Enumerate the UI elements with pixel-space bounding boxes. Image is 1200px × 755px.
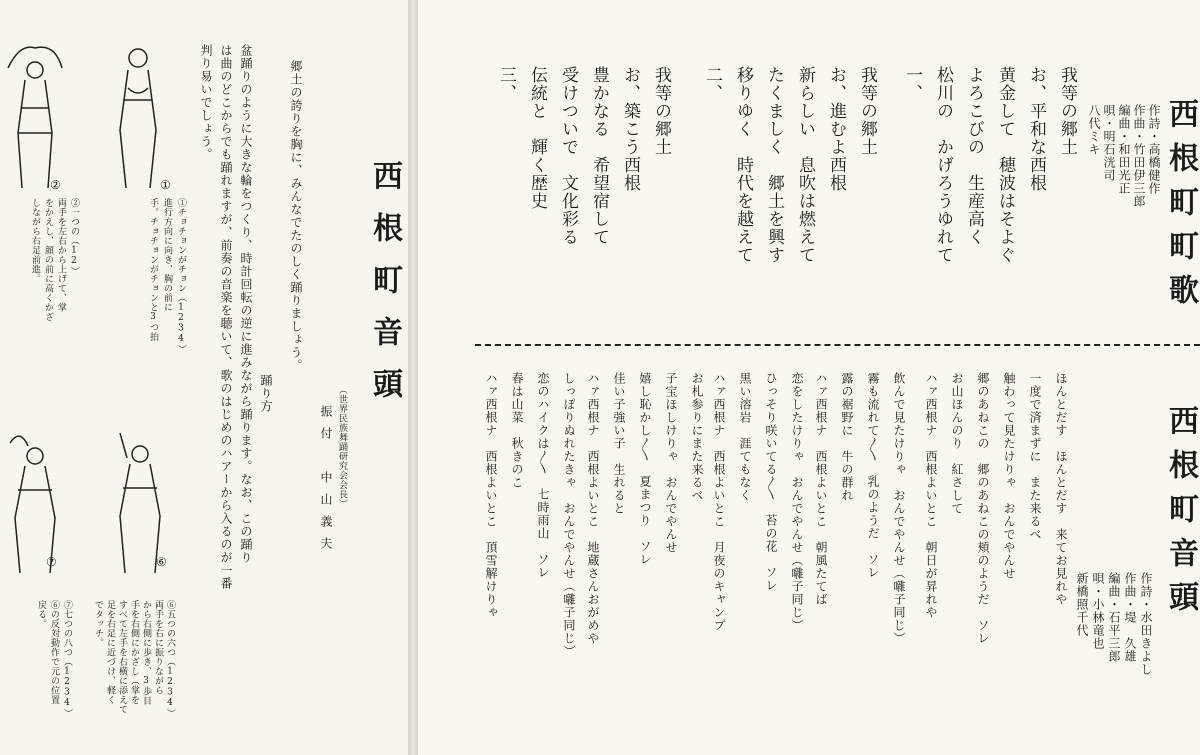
dancer-figure-1 xyxy=(108,40,168,192)
verse-line: ハァ西根ナ 西根よいとこ 地蔵さんおがめや xyxy=(586,372,600,645)
ondo-credits xyxy=(1074,572,1154,755)
ondo-verse-5 xyxy=(478,372,582,755)
body-line: は曲のどこからでも踊れますが、前奏の音楽を聴いて、歌のはじめのハアーから入るのが一番 xyxy=(219,44,233,590)
ondo-title: 西根町音頭 xyxy=(1163,405,1198,625)
choreographer: 振付 中山義夫 xyxy=(319,405,333,559)
verse-line: 飲んで見たけりゃ おんでやんせ（囃子同じ） xyxy=(892,372,906,645)
credit-line: 編曲・石平三郎 xyxy=(1107,572,1121,663)
credit-line: 作詩・水田きよし xyxy=(1139,572,1153,676)
dancer-figure-7 xyxy=(0,428,70,578)
body-line: 判り易いでしょう。 xyxy=(199,44,213,161)
credit-line: 作詩・高橋健作 xyxy=(1147,104,1161,195)
ondo-verse-2 xyxy=(808,372,912,755)
verse-line: お山ほんのり 紅さして xyxy=(950,372,964,515)
figure-number-2: ② xyxy=(50,178,62,192)
verse-line: たくましく 郷土を興す xyxy=(764,66,784,264)
verse-line: お、進むよ西根 xyxy=(826,66,846,192)
verse-line: 受けついで 文化彩る xyxy=(558,66,578,246)
body-line: 盆踊りのように大きな輪をつくり、時計回転の逆に進みながら踊ります。なお、この踊り xyxy=(239,44,253,564)
verse-line: 郷のあねこの 郷のあねこの頬のようだ ソレ xyxy=(976,372,990,645)
choreographer-org: （世界民族舞踊研究会会長） xyxy=(337,385,347,509)
choka-credits xyxy=(1086,104,1161,344)
step-line: ⑥五つの六つ（1234） xyxy=(165,600,175,718)
step-line: でタッチ。 xyxy=(93,600,103,648)
verse-number: 三、 xyxy=(496,66,516,102)
step-line: 両手を左右から上げて、掌 xyxy=(56,198,66,312)
verse-line: 露の裾野に 牛の群れ xyxy=(840,372,854,502)
verse-line: 黄金して 穂波はそよぐ xyxy=(995,66,1015,264)
book-gutter xyxy=(408,0,418,755)
step-line: ②一つの（12） xyxy=(69,198,79,276)
figure-number-6: ⑥ xyxy=(156,555,168,569)
section-heading: 踊り方 xyxy=(259,374,273,413)
verse-line: 恋のハイクは〱 七時雨山 ソレ xyxy=(536,372,550,579)
verse-line: ほんとだす ほんとだす 来てお見れや xyxy=(1054,372,1068,606)
verse-line: お、平和な西根 xyxy=(1026,66,1046,192)
verse-line: 佳い子強い子 生れると xyxy=(612,372,626,515)
ondo-verse-4 xyxy=(580,372,710,755)
credit-line: 作曲・堤 久雄 xyxy=(1123,572,1137,663)
step-line: 両手を右に振りながら xyxy=(153,600,163,695)
verse-line: よろこびの 生産高く xyxy=(964,66,984,246)
figure-number-1: ① xyxy=(160,178,172,192)
verse-line: 一度で済まずに また来るべ xyxy=(1028,372,1042,541)
dance-intro: 郷土の誇りを胸に、みんなでたのしく踊りましょう。 xyxy=(289,60,303,372)
verse-line: ハァ西根ナ 西根よいとこ 朝風たてば xyxy=(814,372,828,606)
verse-line: ひっそり咲いてる〱 苔の花 ソレ xyxy=(764,372,778,592)
verse-line: 嬉し恥かし〱 夏まつり ソレ xyxy=(638,372,652,566)
verse-number: 二、 xyxy=(702,66,722,102)
step-line: しながら右足前進。 xyxy=(30,198,40,284)
verse-number: 一、 xyxy=(902,66,922,102)
credit-line: 唄・小林竜也 xyxy=(1091,572,1105,650)
step-line: ⑥の反対動作で元の位置 xyxy=(49,600,59,705)
credit-line: 八代ミキ xyxy=(1087,104,1101,156)
verse-line: ハァ西根ナ 西根よいとこ 朝日が昇れや xyxy=(924,372,938,619)
verse-line: 子宝ほしけりゃ おんでやんせ xyxy=(664,372,678,554)
verse-line: ハァ西根ナ 西根よいとこ 月夜のキャンプ xyxy=(712,372,726,632)
verse-line: 恋をしたけりゃ おんでやんせ（囃子同じ） xyxy=(790,372,804,632)
verse-line: 新らしい 息吹は燃えて xyxy=(795,66,815,264)
step-line: 進行方向に向き、胸の前に xyxy=(162,198,172,312)
left-page xyxy=(0,0,408,755)
choka-title: 西根町町歌 xyxy=(1163,98,1198,318)
ondo-verse-1 xyxy=(918,372,1074,755)
verse-line: 我等の郷土 xyxy=(651,66,671,156)
section-divider xyxy=(475,344,1200,346)
verse-line: 移りゆく 時代を越えて xyxy=(733,66,753,264)
choka-verse-3 xyxy=(490,66,676,336)
step-line: 戻る。 xyxy=(36,600,46,629)
step-line: 手を右側にかざし（掌を xyxy=(129,600,139,705)
step-line: 手。チョチョンがチョンと3つ拍 xyxy=(148,198,158,342)
step-line: 足を右足に近づけ、軽く xyxy=(105,600,115,705)
step-6-text xyxy=(92,600,176,755)
step-line: すべて左手を右横に添えて xyxy=(117,600,127,714)
verse-line: しっぽりぬれたきゃ おんでやんせ（囃子同じ） xyxy=(562,372,576,658)
credit-line: 新橋照千代 xyxy=(1075,572,1089,637)
choka-verse-1 xyxy=(896,66,1082,336)
verse-line: 豊かなる 希望宿して xyxy=(589,66,609,246)
credit-line: 唄・明石洸司 xyxy=(1102,104,1116,182)
dancer-figure-2 xyxy=(0,38,70,193)
verse-line: 伝統と 輝く歴史 xyxy=(527,66,547,210)
verse-line: お、築こう西根 xyxy=(620,66,640,192)
verse-line: 我等の郷土 xyxy=(1057,66,1077,156)
step-line: から右側に歩き、3歩目 xyxy=(141,600,151,706)
step-7-text xyxy=(34,600,73,755)
dance-body-text xyxy=(196,44,256,644)
credit-line: 作曲・竹田伊三郎 xyxy=(1132,104,1146,208)
verse-line: ハァ西根ナ 西根よいとこ 頂雪解けりゃ xyxy=(484,372,498,619)
credit-line: 編曲・和田光正 xyxy=(1117,104,1131,195)
verse-line: お札参りにまた来るべ xyxy=(690,372,704,502)
figure-number-7: ⑦ xyxy=(46,555,58,569)
verse-line: 我等の郷土 xyxy=(857,66,877,156)
dance-title: 西根町音頭 xyxy=(367,160,402,420)
verse-line: 松川の かげろうゆれて xyxy=(933,66,953,264)
verse-line: 霧も流れて〱 乳のようだ ソレ xyxy=(866,372,880,579)
step-line: ⑦七つの八つ（1234） xyxy=(62,600,72,718)
step-line: ①チョチョンがチョン（1234） xyxy=(176,198,186,354)
step-1-text xyxy=(146,198,188,438)
ondo-verse-3 xyxy=(706,372,810,755)
choka-verse-2 xyxy=(696,66,882,336)
step-line: をかえし、顔の前に高くかざ xyxy=(43,198,53,322)
verse-line: 触わって見たけりゃ おんでやんせ xyxy=(1002,372,1016,580)
verse-line: 春は山菜 秋きのこ xyxy=(510,372,524,489)
step-2-text xyxy=(28,198,80,438)
verse-line: 黒い溶岩 涯てもなく xyxy=(738,372,752,502)
